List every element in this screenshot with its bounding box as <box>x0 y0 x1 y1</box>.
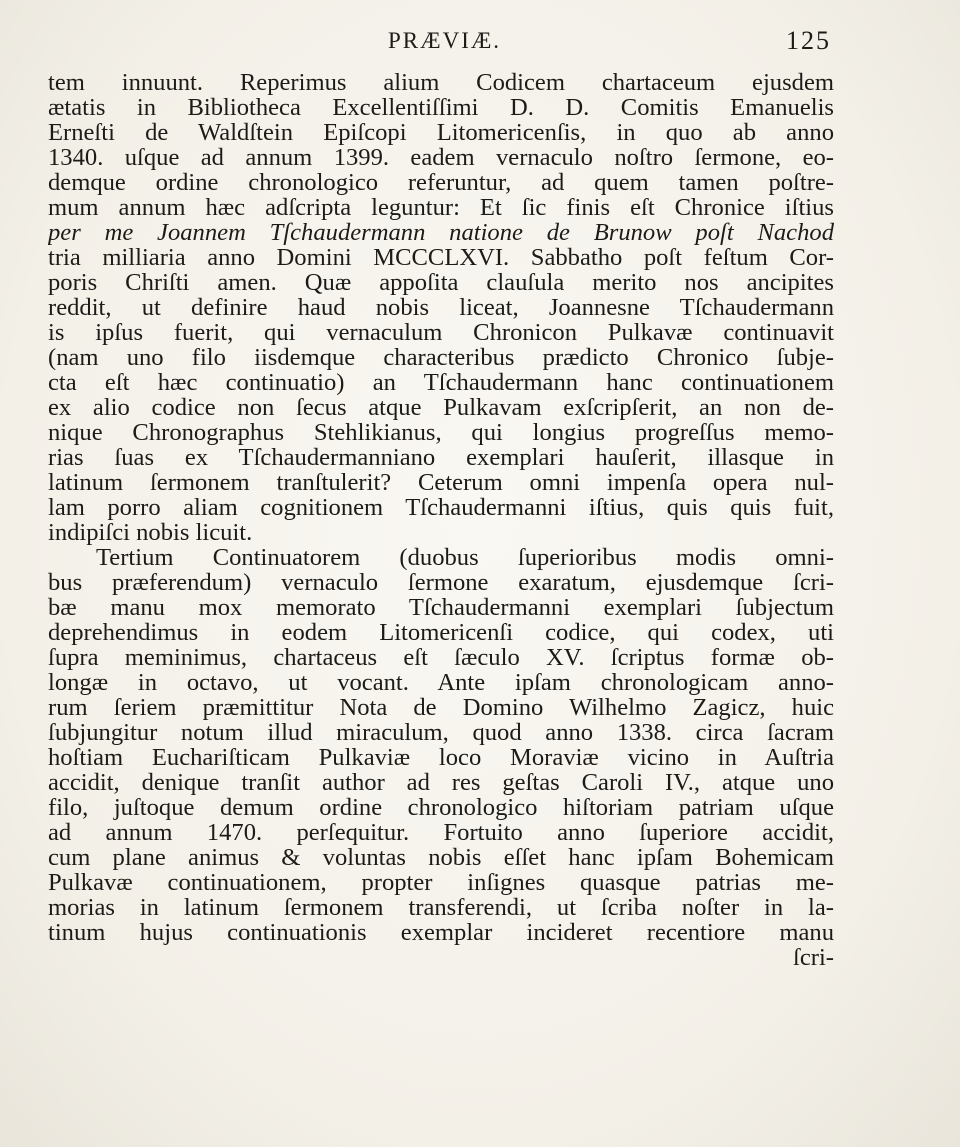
text-line: deprehendimus in eodem Litomericenſi codice, qui codex, uti <box>48 620 834 645</box>
text-line: (nam uno filo iisdemque characteribus prædicto Chronico ſubje- <box>48 345 834 370</box>
text-line: per me Joannem Tſchaudermann natione de Brunow poſt Nachod <box>48 220 834 245</box>
text-body <box>48 70 834 970</box>
text-line: rias ſuas ex Tſchaudermanniano exemplari hauſerit, illasque in <box>48 445 834 470</box>
text-line: Erneſti de Waldſtein Epiſcopi Litomericenſis, in quo ab anno <box>48 120 834 145</box>
text-line: morias in latinum ſermonem transferendi, ut ſcriba noſter in la- <box>48 895 834 920</box>
text-line: ad annum 1470. perſequitur. Fortuito anno ſuperiore accidit, <box>48 820 834 845</box>
text-line: mum annum hæc adſcripta leguntur: Et ſic finis eſt Chronice iſtius <box>48 195 834 220</box>
text-line: lam porro aliam cognitionem Tſchaudermanni iſtius, quis quis fuit, <box>48 495 834 520</box>
text-line: bus præferendum) vernaculo ſermone exaratum, ejusdemque ſcri- <box>48 570 834 595</box>
text-line: ſupra meminimus, chartaceus eſt ſæculo XV. ſcriptus formæ ob- <box>48 645 834 670</box>
text-line: ſubjungitur notum illud miraculum, quod anno 1338. circa ſacram <box>48 720 834 745</box>
running-head-title: PRÆVIÆ. <box>388 28 502 53</box>
text-line: poris Chriſti amen. Quæ appoſita clauſula merito nos ancipites <box>48 270 834 295</box>
text-line: accidit, denique tranſit author ad res geſtas Caroli IV., atque uno <box>48 770 834 795</box>
text-line: tem innuunt. Reperimus alium Codicem chartaceum ejusdem <box>48 70 834 95</box>
text-line: demque ordine chronologico referuntur, ad quem tamen poſtre- <box>48 170 834 195</box>
text-line: ex alio codice non ſecus atque Pulkavam exſcripſerit, an non de- <box>48 395 834 420</box>
text-line: bæ manu mox memorato Tſchaudermanni exemplari ſubjectum <box>48 595 834 620</box>
page-number: 125 <box>786 26 831 55</box>
running-head <box>0 22 960 62</box>
text-line: tria milliaria anno Domini MCCCLXVI. Sabbatho poſt feſtum Cor- <box>48 245 834 270</box>
text-line: rum ſeriem præmittitur Nota de Domino Wilhelmo Zagicz, huic <box>48 695 834 720</box>
text-line: indipiſci nobis licuit. <box>48 520 253 545</box>
text-line: cum plane animus & voluntas nobis eſſet hanc ipſam Bohemicam <box>48 845 834 870</box>
text-line: hoſtiam Euchariſticam Pulkaviæ loco Moraviæ vicino in Auſtria <box>48 745 834 770</box>
text-line: longæ in octavo, ut vocant. Ante ipſam chronologicam anno- <box>48 670 834 695</box>
text-line: cta eſt hæc continuatio) an Tſchaudermann hanc continuationem <box>48 370 834 395</box>
text-line: is ipſus fuerit, qui vernaculum Chronicon Pulkavæ continuavit <box>48 320 834 345</box>
text-line: Pulkavæ continuationem, propter inſignes quasque patrias me- <box>48 870 834 895</box>
paragraph-start-line: Tertium Continuatorem (duobus ſuperioribus modis omni- <box>96 545 834 570</box>
text-line: reddit, ut definire haud nobis liceat, Joannesne Tſchaudermann <box>48 295 834 320</box>
text-line: ætatis in Bibliotheca Excellentiſſimi D. D. Comitis Emanuelis <box>48 95 834 120</box>
text-line: nique Chronographus Stehlikianus, qui longius progreſſus memo- <box>48 420 834 445</box>
text-line: tinum hujus continuationis exemplar incideret recentiore manu <box>48 920 834 945</box>
text-line: 1340. uſque ad annum 1399. eadem vernaculo noſtro ſermone, eo- <box>48 145 834 170</box>
catchword: ſcri- <box>793 945 834 970</box>
text-line: filo, juſtoque demum ordine chronologico hiſtoriam patriam uſque <box>48 795 834 820</box>
text-line: latinum ſermonem tranſtulerit? Ceterum omni impenſa opera nul- <box>48 470 834 495</box>
